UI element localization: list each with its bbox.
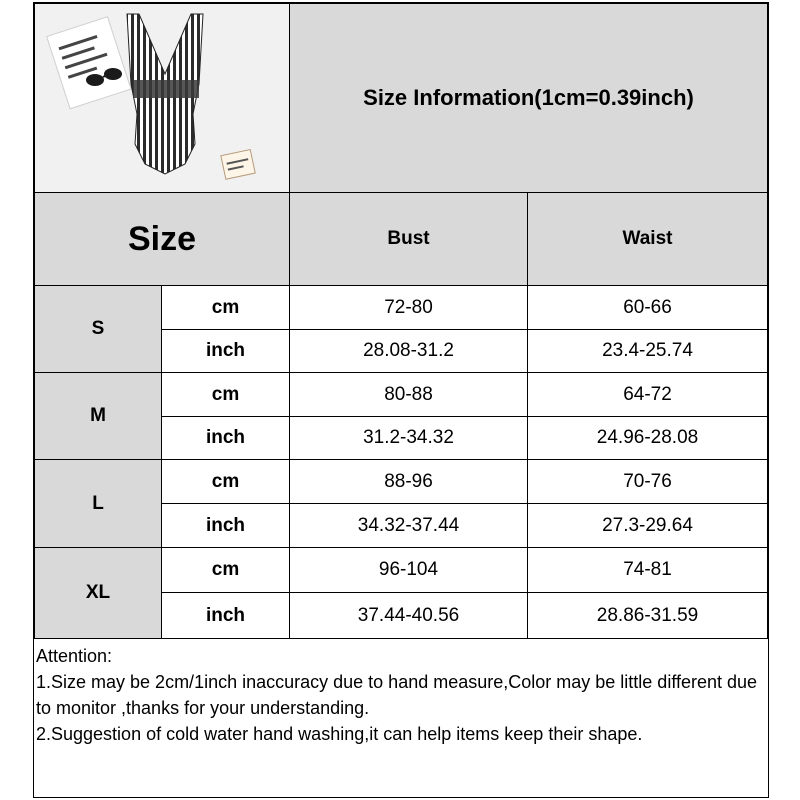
waist-value-cell	[527, 503, 768, 548]
waist-value: 23.4-25.74	[602, 340, 693, 361]
size-label: S	[91, 318, 105, 339]
unit-label: cm	[211, 470, 240, 492]
header-title-cell	[289, 3, 768, 193]
unit-label: inch	[205, 340, 246, 361]
notes-heading: Attention:	[36, 646, 113, 666]
swimsuit-image	[35, 4, 289, 192]
waist-value: 64-72	[623, 383, 672, 405]
bust-value: 28.08-31.2	[363, 340, 454, 361]
unit-label: cm	[211, 296, 240, 318]
unit-cell	[161, 459, 290, 504]
waist-header: Waist	[622, 228, 673, 249]
notes-line-1: 1.Size may be 2cm/1inch inaccuracy due to hand measure,Color may be little different due to monitor ,thanks for your understanding.	[36, 672, 758, 718]
size-label: L	[92, 492, 104, 514]
page-title: Size Information(1cm=0.39inch)	[363, 85, 694, 110]
bust-value-cell	[289, 372, 528, 417]
waist-value-cell	[527, 547, 768, 593]
waist-value: 28.86-31.59	[596, 604, 699, 626]
waist-value: 70-76	[623, 470, 672, 492]
waist-value-cell	[527, 459, 768, 504]
bust-value-cell	[289, 547, 528, 593]
unit-label: inch	[205, 514, 246, 536]
waist-header-cell	[527, 192, 768, 286]
waist-value-cell	[527, 592, 768, 639]
bust-value-cell	[289, 592, 528, 639]
unit-cell	[161, 592, 290, 639]
size-heading: Size	[127, 219, 197, 258]
waist-value-cell	[527, 416, 768, 460]
unit-label: inch	[205, 604, 246, 626]
bust-value: 31.2-34.32	[363, 427, 454, 448]
bust-value: 37.44-40.56	[357, 604, 460, 626]
bust-value-cell	[289, 503, 528, 548]
bust-value: 96-104	[378, 559, 439, 580]
unit-cell	[161, 503, 290, 548]
waist-value: 74-81	[623, 559, 672, 580]
unit-label: cm	[211, 383, 240, 405]
bust-value-cell	[289, 285, 528, 330]
bust-header-cell	[289, 192, 528, 286]
bust-value: 72-80	[384, 296, 433, 318]
bust-value-cell	[289, 416, 528, 460]
size-xl-cell	[34, 547, 162, 639]
size-label: XL	[85, 582, 111, 603]
bust-value: 80-88	[384, 383, 433, 405]
unit-cell	[161, 416, 290, 460]
bust-value-cell	[289, 329, 528, 373]
notes-line-2: 2.Suggestion of cold water hand washing,it can help items keep their shape.	[36, 724, 643, 744]
size-s-cell	[34, 285, 162, 373]
waist-value-cell	[527, 372, 768, 417]
bust-value: 88-96	[384, 470, 433, 492]
unit-cell	[161, 329, 290, 373]
unit-cell	[161, 285, 290, 330]
bust-value: 34.32-37.44	[357, 514, 460, 536]
product-photo	[34, 3, 290, 193]
unit-label: cm	[211, 559, 240, 580]
waist-value-cell	[527, 285, 768, 330]
waist-value-cell	[527, 329, 768, 373]
unit-cell	[161, 372, 290, 417]
bust-header: Bust	[387, 228, 430, 249]
unit-label: inch	[205, 427, 246, 448]
waist-value: 27.3-29.64	[602, 514, 693, 536]
bust-value-cell	[289, 459, 528, 504]
size-heading-cell	[34, 192, 290, 286]
waist-value: 60-66	[623, 296, 672, 318]
unit-cell	[161, 547, 290, 593]
size-m-cell	[34, 372, 162, 460]
size-label: M	[90, 405, 106, 426]
size-l-cell	[34, 459, 162, 548]
size-chart	[33, 2, 769, 798]
attention-notes	[34, 639, 768, 799]
waist-value: 24.96-28.08	[596, 427, 699, 448]
